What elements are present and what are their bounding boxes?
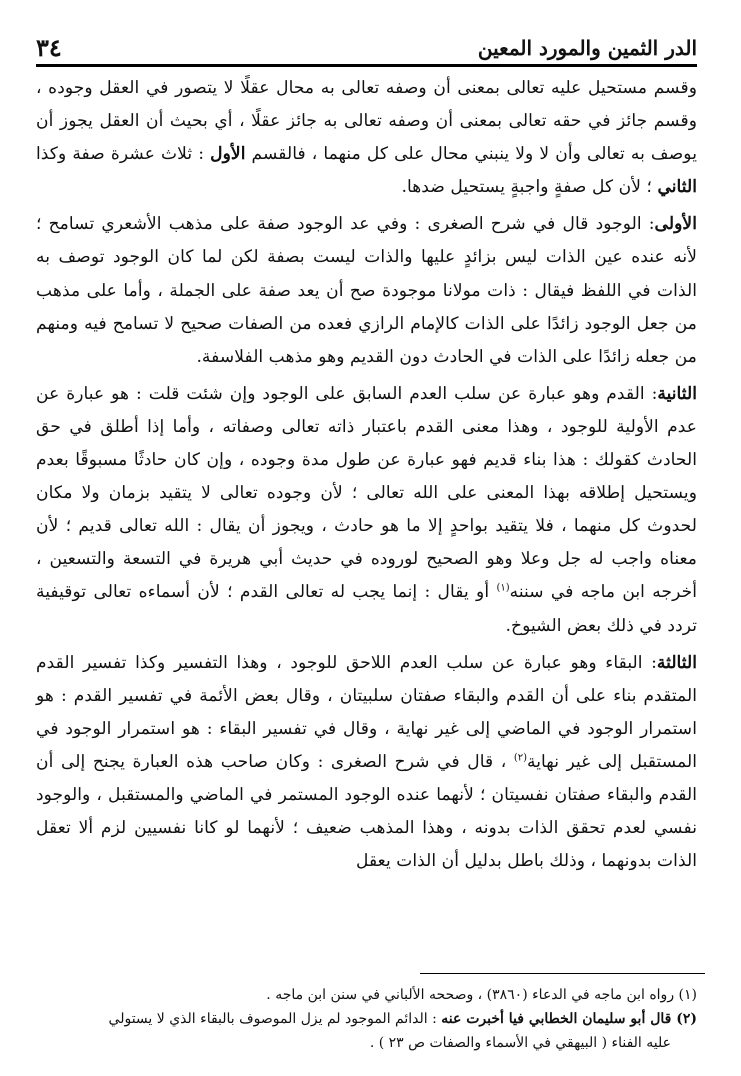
paragraph-4-text: : البقاء وهو عبارة عن سلب العدم اللاحق للوجود ، وهذا التفسير وكذا تفسير القدم المتقدم بناء على أن القدم والبقاء صفتان سلبيتان ، وقال بعض الأئمة في تفسير القدم : هو استمرار الوجود في الماضي إلى غير نهاية ، وقال في تفسير البقاء : هو استمرار الوجود في المستقبل إلى غير نهاية (36, 652, 697, 772)
paragraph-1 (36, 72, 697, 204)
footnotes (36, 983, 697, 1055)
paragraph-4-lead: الثالثة (656, 652, 697, 673)
paragraph-1-rest: : ثلاث عشرة صفة وكذا (36, 144, 205, 165)
paragraph-4 (36, 647, 697, 879)
footnote-2-text: : الدائم الموجود لم يزل الموصوف بالبقاء الذي لا يستولي (108, 1011, 437, 1027)
footnote-1: (١) رواه ابن ماجه في الدعاء (٣٨٦٠) ، وصححه الألباني في سنن ابن ماجه . (266, 987, 697, 1003)
footnote-ref-2[interactable]: (٢) (513, 752, 528, 764)
paragraph-2-lead: الأولى (654, 214, 697, 235)
page-header (36, 30, 697, 67)
paragraph-1-bold2: الثاني (657, 177, 697, 198)
paragraph-4-end: ، قال في شرح الصغرى : وكان صاحب هذه العبارة يجنح إلى أن القدم والبقاء صفتان نفسيتان ؛ لأنهما عنده الوجود المستمر في الماضي والمستقبل ، والوجود نفسي لعدم تحقق الذات بدونه ، وهذا المذهب ضعيف ؛ لأنهما لو كانا نفسيين لزم ألا تعقل الذات بدونهما ، وذلك باطل بدليل أن الذات يعقل (36, 751, 697, 872)
paragraph-3-lead: الثانية (657, 383, 697, 404)
paragraph-3-text: : القدم وهو عبارة عن سلب العدم السابق على الوجود وإن شئت قلت : هو عبارة عن عدم الأولية للوجود ، وهذا معنى القدم باعتبار ذاته تعالى وصفاته ، وأما إذا أطلق في حق الحادث كقولك : هذا بناء قديم فهو عبارة عن طول مدة وجوده ، وإن كان حادثًا مسبوقًا بعدم ويستحيل إطلاقه بهذا المعنى على الله تعالى ؛ لأن وجوده تعالى لا يتقيد بزمان ولا مكان لحدوث كل منهما ، فلا يتقيد بواحدٍ إلا ما هو حادث ، ويجوز أن يقال : الله تعالى قديم ؛ لأن معناه واجب له جل وعلا وهو الصحيح لوروده في حديث أبي هريرة في التسعة والتسعين ، أخرجه ابن ماجه في سننه (36, 383, 697, 603)
paragraph-2 (36, 208, 697, 373)
paragraph-1-text: وقسم مستحيل عليه تعالى بمعنى أن وصفه تعالى به محال عقلًا لا يتصور في العقل وجوده ، وقسم جائز في حقه تعالى بمعنى أن وصفه تعالى به جائز عقلًا ، أي بحيث أن العقل يجوز أن يوصف به تعالى وأن لا ولا ينبني محال على كل منهما ، فالقسم (36, 78, 697, 165)
paragraph-1-bold: الأول (210, 144, 246, 165)
paragraph-3 (36, 378, 697, 643)
page-number: ٣٤ (36, 33, 62, 62)
footnote-ref-1[interactable]: (١) (496, 582, 510, 594)
footnote-divider (420, 973, 705, 974)
paragraph-1-end: ؛ لأن كل صفةٍ واجبةٍ يستحيل ضدها. (401, 177, 652, 198)
paragraph-2-text: : الوجود قال في شرح الصغرى : وفي عد الوجود صفة على مذهب الأشعري تسامح ؛ لأنه عنده عين الذات ليس بزائدٍ عليها والذات ليست بصفة لكن لما كان الوجود توصف به الذات في اللفظ فيقال : ذات مولانا موجودة صح أن يعد صفة على الجملة ، وأما على مذهب من جعل الوجود زائدًا على الذات كالإمام الرازي فعده من الصفات صحيح لا تسامح فيه ومنهم من جعله زائدًا على الذات في الحادث دون القديم وهو مذهب الفلاسفة. (36, 214, 697, 367)
main-text (36, 72, 697, 882)
footnote-2-continuation: عليه الفناء ( البيهقي في الأسماء والصفات ص ٢٣ ) . (369, 1035, 671, 1051)
running-title: الدر الثمين والمورد المعين (477, 36, 697, 60)
footnote-2-lead: (٢) قال أبو سليمان الخطابي فيا أخبرت عنه (441, 1011, 697, 1027)
footnote-2 (36, 1007, 697, 1031)
paragraph-3-end: أو يقال : إنما يجب له تعالى القدم ؛ لأن أسماءه تعالى توقيفية تردد في ذلك بعض الشيوخ. (36, 582, 697, 636)
